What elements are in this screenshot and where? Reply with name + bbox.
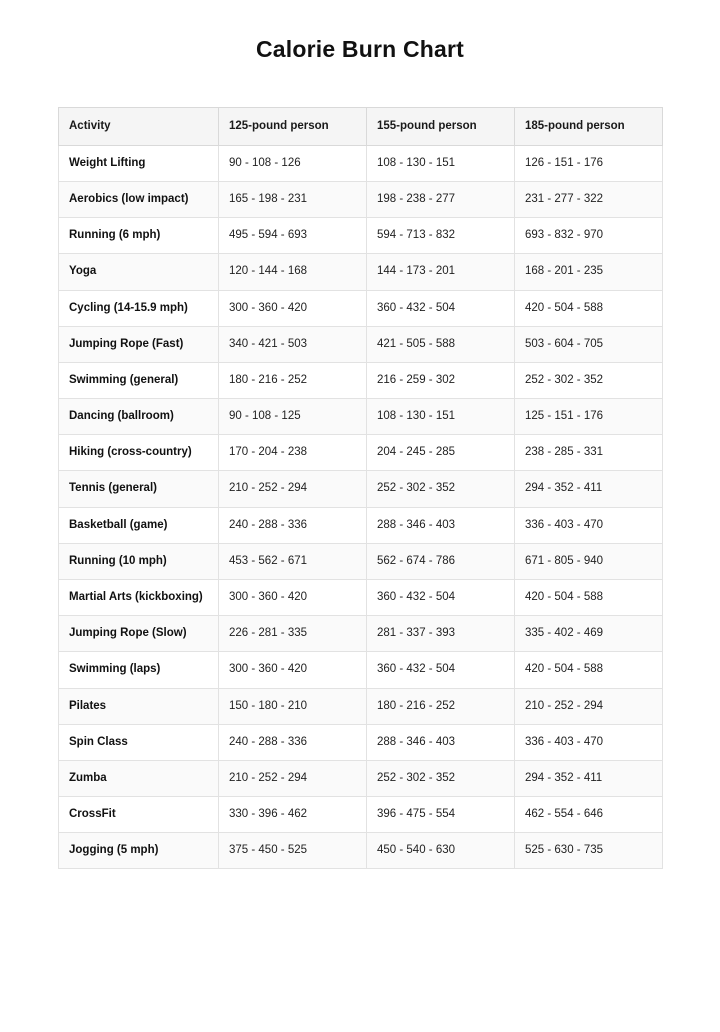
cell-125-pound: 300 - 360 - 420 bbox=[219, 290, 367, 326]
column-header-125-pound: 125-pound person bbox=[219, 108, 367, 146]
cell-185-pound: 252 - 302 - 352 bbox=[515, 362, 663, 398]
cell-155-pound: 198 - 238 - 277 bbox=[367, 182, 515, 218]
cell-activity: Jumping Rope (Fast) bbox=[59, 326, 219, 362]
cell-155-pound: 108 - 130 - 151 bbox=[367, 399, 515, 435]
table-row bbox=[59, 471, 663, 507]
cell-185-pound: 525 - 630 - 735 bbox=[515, 833, 663, 869]
table-row bbox=[59, 580, 663, 616]
cell-155-pound: 396 - 475 - 554 bbox=[367, 797, 515, 833]
cell-activity: Tennis (general) bbox=[59, 471, 219, 507]
column-header-activity: Activity bbox=[59, 108, 219, 146]
cell-185-pound: 420 - 504 - 588 bbox=[515, 290, 663, 326]
table-row bbox=[59, 435, 663, 471]
cell-activity: Jogging (5 mph) bbox=[59, 833, 219, 869]
table-header-row bbox=[59, 108, 663, 146]
document-page bbox=[0, 36, 720, 1032]
table-row bbox=[59, 326, 663, 362]
cell-185-pound: 503 - 604 - 705 bbox=[515, 326, 663, 362]
calorie-burn-table-wrapper bbox=[58, 107, 662, 869]
page-title: Calorie Burn Chart bbox=[255, 36, 465, 62]
cell-185-pound: 168 - 201 - 235 bbox=[515, 254, 663, 290]
cell-185-pound: 420 - 504 - 588 bbox=[515, 580, 663, 616]
table-body bbox=[59, 145, 663, 868]
table-row bbox=[59, 399, 663, 435]
table-row bbox=[59, 543, 663, 579]
cell-125-pound: 240 - 288 - 336 bbox=[219, 724, 367, 760]
table-row bbox=[59, 362, 663, 398]
cell-155-pound: 288 - 346 - 403 bbox=[367, 724, 515, 760]
cell-185-pound: 294 - 352 - 411 bbox=[515, 471, 663, 507]
cell-activity: Cycling (14-15.9 mph) bbox=[59, 290, 219, 326]
cell-activity: Martial Arts (kickboxing) bbox=[59, 580, 219, 616]
cell-125-pound: 150 - 180 - 210 bbox=[219, 688, 367, 724]
cell-155-pound: 421 - 505 - 588 bbox=[367, 326, 515, 362]
cell-155-pound: 594 - 713 - 832 bbox=[367, 218, 515, 254]
cell-125-pound: 453 - 562 - 671 bbox=[219, 543, 367, 579]
cell-155-pound: 108 - 130 - 151 bbox=[367, 145, 515, 181]
cell-125-pound: 300 - 360 - 420 bbox=[219, 580, 367, 616]
cell-185-pound: 210 - 252 - 294 bbox=[515, 688, 663, 724]
cell-125-pound: 165 - 198 - 231 bbox=[219, 182, 367, 218]
cell-activity: Spin Class bbox=[59, 724, 219, 760]
column-header-185-pound: 185-pound person bbox=[515, 108, 663, 146]
cell-155-pound: 360 - 432 - 504 bbox=[367, 290, 515, 326]
cell-125-pound: 330 - 396 - 462 bbox=[219, 797, 367, 833]
cell-125-pound: 240 - 288 - 336 bbox=[219, 507, 367, 543]
cell-155-pound: 216 - 259 - 302 bbox=[367, 362, 515, 398]
cell-155-pound: 281 - 337 - 393 bbox=[367, 616, 515, 652]
cell-125-pound: 120 - 144 - 168 bbox=[219, 254, 367, 290]
table-row bbox=[59, 254, 663, 290]
cell-185-pound: 462 - 554 - 646 bbox=[515, 797, 663, 833]
cell-125-pound: 226 - 281 - 335 bbox=[219, 616, 367, 652]
cell-125-pound: 340 - 421 - 503 bbox=[219, 326, 367, 362]
cell-155-pound: 204 - 245 - 285 bbox=[367, 435, 515, 471]
cell-155-pound: 180 - 216 - 252 bbox=[367, 688, 515, 724]
cell-activity: Yoga bbox=[59, 254, 219, 290]
cell-155-pound: 360 - 432 - 504 bbox=[367, 580, 515, 616]
cell-185-pound: 238 - 285 - 331 bbox=[515, 435, 663, 471]
cell-185-pound: 336 - 403 - 470 bbox=[515, 507, 663, 543]
cell-155-pound: 288 - 346 - 403 bbox=[367, 507, 515, 543]
cell-activity: Swimming (laps) bbox=[59, 652, 219, 688]
cell-185-pound: 125 - 151 - 176 bbox=[515, 399, 663, 435]
cell-185-pound: 671 - 805 - 940 bbox=[515, 543, 663, 579]
column-header-155-pound: 155-pound person bbox=[367, 108, 515, 146]
cell-activity: Aerobics (low impact) bbox=[59, 182, 219, 218]
cell-125-pound: 90 - 108 - 125 bbox=[219, 399, 367, 435]
cell-activity: Weight Lifting bbox=[59, 145, 219, 181]
cell-185-pound: 294 - 352 - 411 bbox=[515, 760, 663, 796]
table-row bbox=[59, 218, 663, 254]
cell-125-pound: 180 - 216 - 252 bbox=[219, 362, 367, 398]
table-row bbox=[59, 652, 663, 688]
cell-155-pound: 360 - 432 - 504 bbox=[367, 652, 515, 688]
table-row bbox=[59, 688, 663, 724]
cell-155-pound: 144 - 173 - 201 bbox=[367, 254, 515, 290]
table-row bbox=[59, 616, 663, 652]
table-row bbox=[59, 760, 663, 796]
cell-activity: Running (6 mph) bbox=[59, 218, 219, 254]
cell-activity: Zumba bbox=[59, 760, 219, 796]
table-row bbox=[59, 290, 663, 326]
cell-activity: Hiking (cross-country) bbox=[59, 435, 219, 471]
cell-185-pound: 693 - 832 - 970 bbox=[515, 218, 663, 254]
table-header bbox=[59, 108, 663, 146]
table-row bbox=[59, 797, 663, 833]
cell-activity: CrossFit bbox=[59, 797, 219, 833]
cell-155-pound: 562 - 674 - 786 bbox=[367, 543, 515, 579]
cell-activity: Jumping Rope (Slow) bbox=[59, 616, 219, 652]
cell-activity: Running (10 mph) bbox=[59, 543, 219, 579]
cell-activity: Pilates bbox=[59, 688, 219, 724]
cell-125-pound: 375 - 450 - 525 bbox=[219, 833, 367, 869]
cell-activity: Swimming (general) bbox=[59, 362, 219, 398]
cell-activity: Basketball (game) bbox=[59, 507, 219, 543]
cell-155-pound: 450 - 540 - 630 bbox=[367, 833, 515, 869]
cell-125-pound: 210 - 252 - 294 bbox=[219, 471, 367, 507]
cell-155-pound: 252 - 302 - 352 bbox=[367, 471, 515, 507]
table-row bbox=[59, 182, 663, 218]
table-row bbox=[59, 724, 663, 760]
cell-185-pound: 335 - 402 - 469 bbox=[515, 616, 663, 652]
cell-125-pound: 300 - 360 - 420 bbox=[219, 652, 367, 688]
cell-185-pound: 231 - 277 - 322 bbox=[515, 182, 663, 218]
cell-185-pound: 336 - 403 - 470 bbox=[515, 724, 663, 760]
table-row bbox=[59, 507, 663, 543]
cell-activity: Dancing (ballroom) bbox=[59, 399, 219, 435]
calorie-burn-table bbox=[58, 107, 663, 869]
table-row bbox=[59, 833, 663, 869]
cell-185-pound: 126 - 151 - 176 bbox=[515, 145, 663, 181]
cell-125-pound: 495 - 594 - 693 bbox=[219, 218, 367, 254]
table-row bbox=[59, 145, 663, 181]
cell-125-pound: 90 - 108 - 126 bbox=[219, 145, 367, 181]
cell-125-pound: 170 - 204 - 238 bbox=[219, 435, 367, 471]
cell-185-pound: 420 - 504 - 588 bbox=[515, 652, 663, 688]
cell-155-pound: 252 - 302 - 352 bbox=[367, 760, 515, 796]
cell-125-pound: 210 - 252 - 294 bbox=[219, 760, 367, 796]
